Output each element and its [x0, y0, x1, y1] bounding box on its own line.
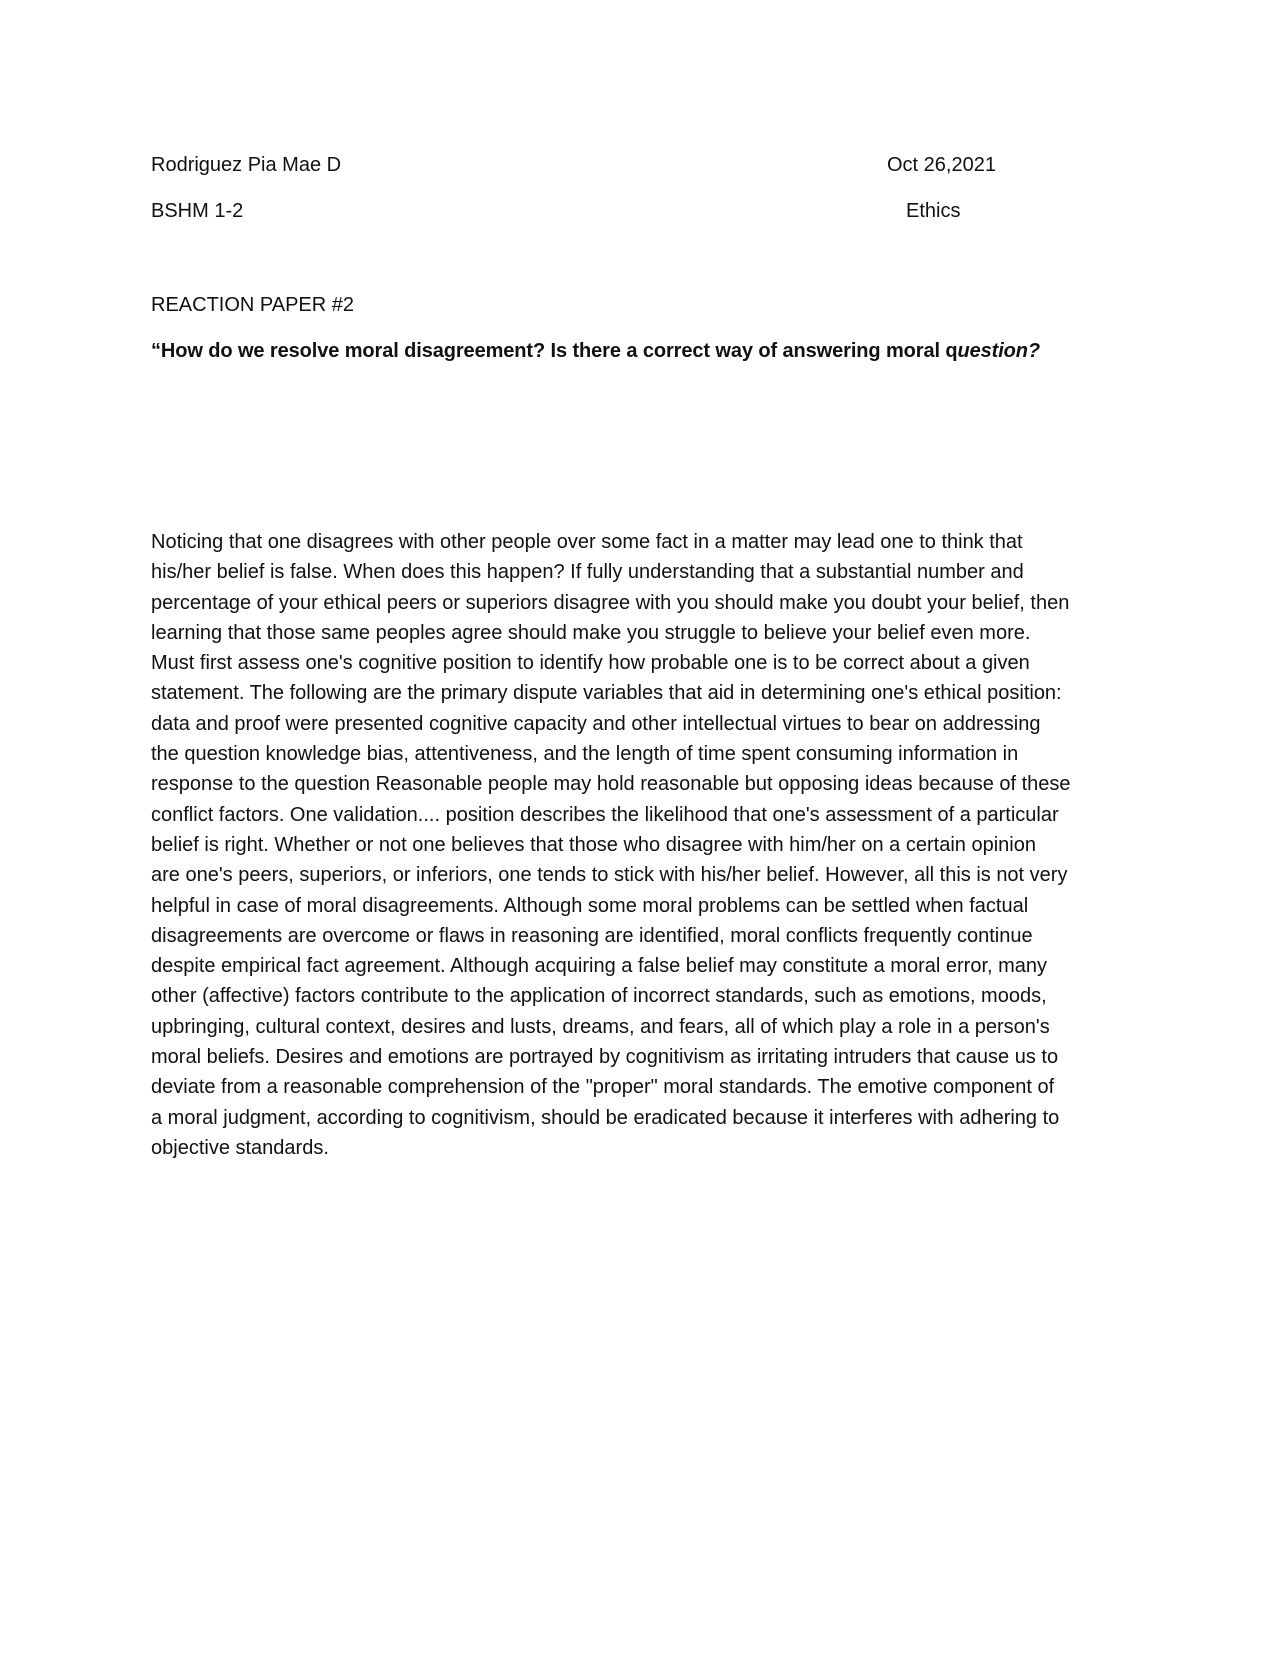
student-section: BSHM 1-2: [151, 200, 244, 222]
question-text-end: uestion?: [957, 340, 1041, 362]
body-line: response to the question Reasonable people may hold reasonable but opposing ideas because of these: [151, 773, 1071, 796]
paper-title: REACTION PAPER #2: [151, 294, 355, 316]
body-line: conflict factors. One validation.... position describes the likelihood that one's assessment of a particular: [151, 803, 1059, 826]
body-line: Must first assess one's cognitive position to identify how probable one is to be correct about a given: [151, 652, 1030, 675]
body-line: helpful in case of moral disagreements. Although some moral problems can be settled when factual: [151, 894, 1029, 917]
body-line: moral beliefs. Desires and emotions are portrayed by cognitivism as irritating intruders that cause us to: [151, 1046, 1059, 1069]
body-line: data and proof were presented cognitive capacity and other intellectual virtues to bear on addressing: [151, 712, 1041, 735]
student-name: Rodriguez Pia Mae D: [151, 154, 342, 176]
body-line: are one's peers, superiors, or inferiors, one tends to stick with his/her belief. However, all this is not very: [151, 864, 1068, 887]
body-line: his/her belief is false. When does this happen? If fully understanding that a substantial number and: [151, 561, 1024, 584]
paper-question: [151, 339, 1040, 363]
body-line: objective standards.: [151, 1136, 329, 1159]
body-line: other (affective) factors contribute to the application of incorrect standards, such as emotions, moods,: [151, 985, 1047, 1008]
body-line: despite empirical fact agreement. Although acquiring a false belief may constitute a moral error, many: [151, 955, 1048, 978]
course-subject: Ethics: [906, 200, 961, 222]
body-line: upbringing, cultural context, desires and lusts, dreams, and fears, all of which play a role in a person's: [151, 1015, 1050, 1038]
body-line: a moral judgment, according to cognitivism, should be eradicated because it interferes with adhering to: [151, 1106, 1060, 1129]
body-line: deviate from a reasonable comprehension of the "proper" moral standards. The emotive component of: [151, 1076, 1055, 1099]
body-line: Noticing that one disagrees with other people over some fact in a matter may lead one to think that: [151, 531, 1023, 553]
body-line: the question knowledge bias, attentiveness, and the length of time spent consuming information in: [151, 743, 1019, 766]
body-line: learning that those same peoples agree should make you struggle to believe your belief even more.: [151, 621, 1031, 644]
body-line: statement. The following are the primary dispute variables that aid in determining one's ethical position:: [151, 682, 1062, 705]
body-paragraph: [151, 527, 1131, 1163]
body-line: disagreements are overcome or flaws in reasoning are identified, moral conflicts frequently continue: [151, 924, 1033, 947]
body-line: belief is right. Whether or not one believes that those who disagree with him/her on a certain opinion: [151, 833, 1036, 856]
question-text: “How do we resolve moral disagreement? Is there a correct way of answering moral q: [151, 340, 958, 362]
paper-date: Oct 26,2021: [887, 154, 996, 176]
body-line: percentage of your ethical peers or superiors disagree with you should make you doubt your belief, then: [151, 591, 1070, 614]
